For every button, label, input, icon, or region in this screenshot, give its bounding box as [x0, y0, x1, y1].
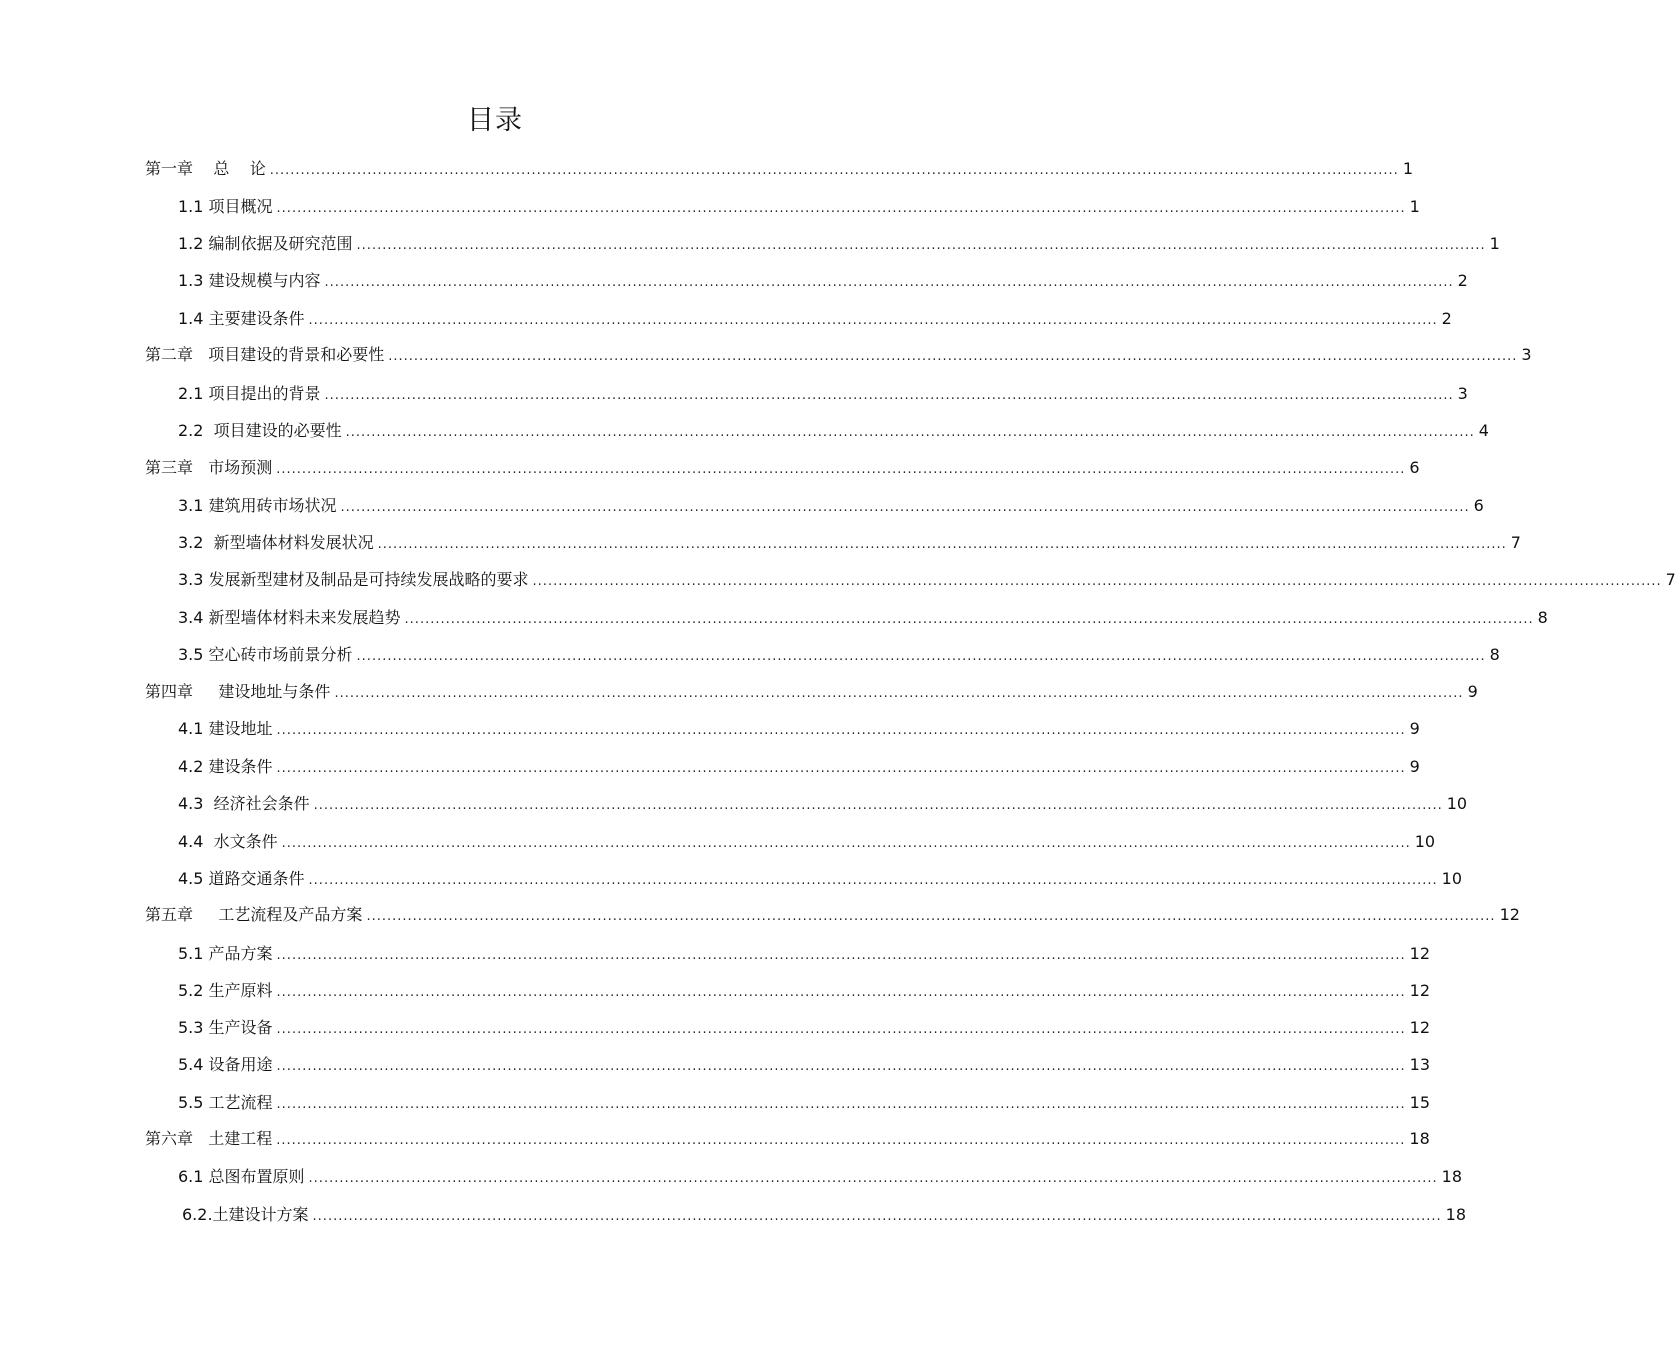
toc-entry-page: 9 — [1467, 682, 1478, 701]
toc-entry-label: 4.2 建设条件 — [178, 757, 273, 776]
toc-entry[interactable] — [145, 157, 1414, 181]
toc-entry[interactable] — [178, 382, 1468, 406]
toc-entry-page: 8 — [1489, 645, 1500, 664]
toc-entry[interactable] — [178, 232, 1500, 256]
toc-leader-dots: ............................................................................................................................................................................................................................ — [532, 574, 1662, 589]
toc-entry-page: 9 — [1409, 719, 1420, 738]
toc-entry[interactable] — [145, 456, 1420, 480]
toc-entry-label: 3.3 发展新型建材及制品是可持续发展战略的要求 — [178, 570, 529, 589]
toc-entry[interactable] — [178, 307, 1452, 331]
toc-leader-dots: ............................................................................................................................................................................................................................ — [308, 1171, 1438, 1186]
toc-leader-dots: ............................................................................................................................................................................................................................ — [366, 909, 1496, 924]
toc-entry[interactable] — [178, 867, 1463, 891]
toc-entry-page: 1 — [1409, 197, 1420, 216]
toc-entry-label: 4.4 水文条件 — [178, 832, 278, 851]
toc-entry-page: 9 — [1409, 757, 1420, 776]
toc-entry-label: 1.4 主要建设条件 — [178, 309, 305, 328]
toc-leader-dots: ............................................................................................................................................................................................................................ — [276, 1022, 1406, 1037]
toc-entry-page: 6 — [1473, 496, 1484, 515]
toc-entry-page: 3 — [1457, 384, 1468, 403]
toc-entry-page: 12 — [1499, 905, 1520, 924]
toc-entry-label: 4.5 道路交通条件 — [178, 869, 305, 888]
toc-entry[interactable] — [178, 419, 1489, 443]
toc-entry[interactable] — [178, 717, 1420, 741]
toc-leader-dots: ............................................................................................................................................................................................................................ — [340, 500, 1470, 515]
toc-leader-dots: ............................................................................................................................................................................................................................ — [276, 462, 1406, 477]
toc-entry[interactable] — [145, 680, 1478, 704]
toc-entry[interactable] — [178, 643, 1500, 667]
toc-entry[interactable] — [182, 1203, 1467, 1227]
toc-leader-dots: ............................................................................................................................................................................................................................ — [324, 388, 1454, 403]
toc-entry-label: 5.2 生产原料 — [178, 981, 273, 1000]
toc-leader-dots: ............................................................................................................................................................................................................................ — [308, 313, 1438, 328]
toc-entry[interactable] — [178, 1165, 1463, 1189]
toc-entry-label: 1.1 项目概况 — [178, 197, 273, 216]
toc-title: 目录 — [467, 105, 523, 136]
toc-entry-page: 12 — [1409, 1018, 1431, 1037]
toc-leader-dots: ............................................................................................................................................................................................................................ — [377, 537, 1507, 552]
toc-entry-label: 3.1 建筑用砖市场状况 — [178, 496, 337, 515]
toc-entry-page: 2 — [1457, 271, 1468, 290]
toc-entry[interactable] — [178, 606, 1548, 630]
toc-entry[interactable] — [178, 269, 1468, 293]
toc-entry[interactable] — [178, 942, 1431, 966]
toc-leader-dots: ............................................................................................................................................................................................................................ — [276, 201, 1406, 216]
toc-entry-page: 6 — [1409, 458, 1420, 477]
toc-entry-page: 10 — [1414, 832, 1436, 851]
toc-entry-label: 6.1 总图布置原则 — [178, 1167, 305, 1186]
toc-entry-page: 1 — [1402, 159, 1414, 178]
toc-entry[interactable] — [178, 979, 1431, 1003]
toc-entry[interactable] — [178, 755, 1420, 779]
toc-entry-label: 第六章 土建工程 — [145, 1129, 273, 1148]
toc-entry-label: 2.2 项目建设的必要性 — [178, 421, 342, 440]
toc-entry-label: 5.4 设备用途 — [178, 1055, 273, 1074]
toc-entry-label: 第三章 市场预测 — [145, 458, 273, 477]
toc-entry-label: 4.1 建设地址 — [178, 719, 273, 738]
toc-entry-page: 10 — [1446, 794, 1468, 813]
toc-entry-page: 8 — [1537, 608, 1548, 627]
toc-entry[interactable] — [145, 343, 1532, 367]
toc-leader-dots: ............................................................................................................................................................................................................................ — [276, 761, 1406, 776]
toc-entry[interactable] — [178, 830, 1436, 854]
toc-entry[interactable] — [145, 1127, 1430, 1151]
toc-leader-dots: ............................................................................................................................................................................................................................ — [356, 649, 1486, 664]
toc-entry-page: 18 — [1441, 1167, 1463, 1186]
toc-entry-page: 7 — [1665, 570, 1676, 589]
toc-leader-dots: ............................................................................................................................................................................................................................ — [356, 238, 1486, 253]
toc-entry-page: 18 — [1445, 1205, 1467, 1224]
toc-leader-dots: ............................................................................................................................................................................................................................ — [269, 163, 1399, 178]
toc-entry-page: 12 — [1409, 981, 1431, 1000]
toc-entry-page: 15 — [1409, 1093, 1431, 1112]
toc-entry-label: 第五章 工艺流程及产品方案 — [145, 905, 363, 924]
toc-entry-page: 4 — [1478, 421, 1489, 440]
toc-entry-label: 4.3 经济社会条件 — [178, 794, 310, 813]
toc-leader-dots: ............................................................................................................................................................................................................................ — [404, 612, 1534, 627]
toc-entry-label: 第四章 建设地址与条件 — [145, 682, 331, 701]
toc-entry-page: 3 — [1521, 345, 1532, 364]
toc-entry-page: 7 — [1510, 533, 1521, 552]
toc-leader-dots: ............................................................................................................................................................................................................................ — [276, 723, 1406, 738]
toc-entry[interactable] — [178, 568, 1676, 592]
toc-entry-page: 18 — [1409, 1129, 1430, 1148]
toc-leader-dots: ............................................................................................................................................................................................................................ — [276, 1133, 1406, 1148]
toc-entry-label: 3.4 新型墙体材料未来发展趋势 — [178, 608, 401, 627]
toc-entry-label: 3.5 空心砖市场前景分析 — [178, 645, 353, 664]
toc-leader-dots: ............................................................................................................................................................................................................................ — [308, 873, 1438, 888]
toc-leader-dots: ............................................................................................................................................................................................................................ — [312, 1209, 1442, 1224]
toc-entry-page: 2 — [1441, 309, 1452, 328]
toc-leader-dots: ............................................................................................................................................................................................................................ — [345, 425, 1475, 440]
toc-entry-page: 1 — [1489, 234, 1500, 253]
toc-leader-dots: ............................................................................................................................................................................................................................ — [281, 836, 1411, 851]
toc-entry[interactable] — [178, 1016, 1431, 1040]
toc-entry-label: 3.2 新型墙体材料发展状况 — [178, 533, 374, 552]
toc-leader-dots: ............................................................................................................................................................................................................................ — [276, 1059, 1406, 1074]
toc-leader-dots: ............................................................................................................................................................................................................................ — [324, 275, 1454, 290]
toc-entry-page: 10 — [1441, 869, 1463, 888]
toc-leader-dots: ............................................................................................................................................................................................................................ — [388, 349, 1518, 364]
toc-entry-label: 5.3 生产设备 — [178, 1018, 273, 1037]
toc-entry-label: 5.1 产品方案 — [178, 944, 273, 963]
toc-entry-label: 第一章 总 论 — [145, 159, 266, 178]
toc-entry[interactable] — [178, 494, 1484, 518]
toc-entry[interactable] — [178, 1091, 1431, 1115]
toc-leader-dots: ............................................................................................................................................................................................................................ — [313, 798, 1443, 813]
toc-entry-label: 2.1 项目提出的背景 — [178, 384, 321, 403]
toc-entry-label: 1.2 编制依据及研究范围 — [178, 234, 353, 253]
toc-entry[interactable] — [145, 903, 1520, 927]
toc-entry[interactable] — [178, 1053, 1431, 1077]
toc-entry-page: 13 — [1409, 1055, 1431, 1074]
toc-entry[interactable] — [178, 195, 1420, 219]
toc-entry-page: 12 — [1409, 944, 1431, 963]
toc-leader-dots: ............................................................................................................................................................................................................................ — [276, 1097, 1406, 1112]
toc-entry[interactable] — [178, 531, 1521, 555]
toc-entry-label: 第二章 项目建设的背景和必要性 — [145, 345, 385, 364]
toc-entry-label: 5.5 工艺流程 — [178, 1093, 273, 1112]
toc-leader-dots: ............................................................................................................................................................................................................................ — [276, 985, 1406, 1000]
toc-leader-dots: ............................................................................................................................................................................................................................ — [276, 948, 1406, 963]
toc-entry-label: 6.2.土建设计方案 — [182, 1205, 309, 1224]
toc-entry-label: 1.3 建设规模与内容 — [178, 271, 321, 290]
toc-entry[interactable] — [178, 792, 1468, 816]
toc-leader-dots: ............................................................................................................................................................................................................................ — [334, 686, 1464, 701]
